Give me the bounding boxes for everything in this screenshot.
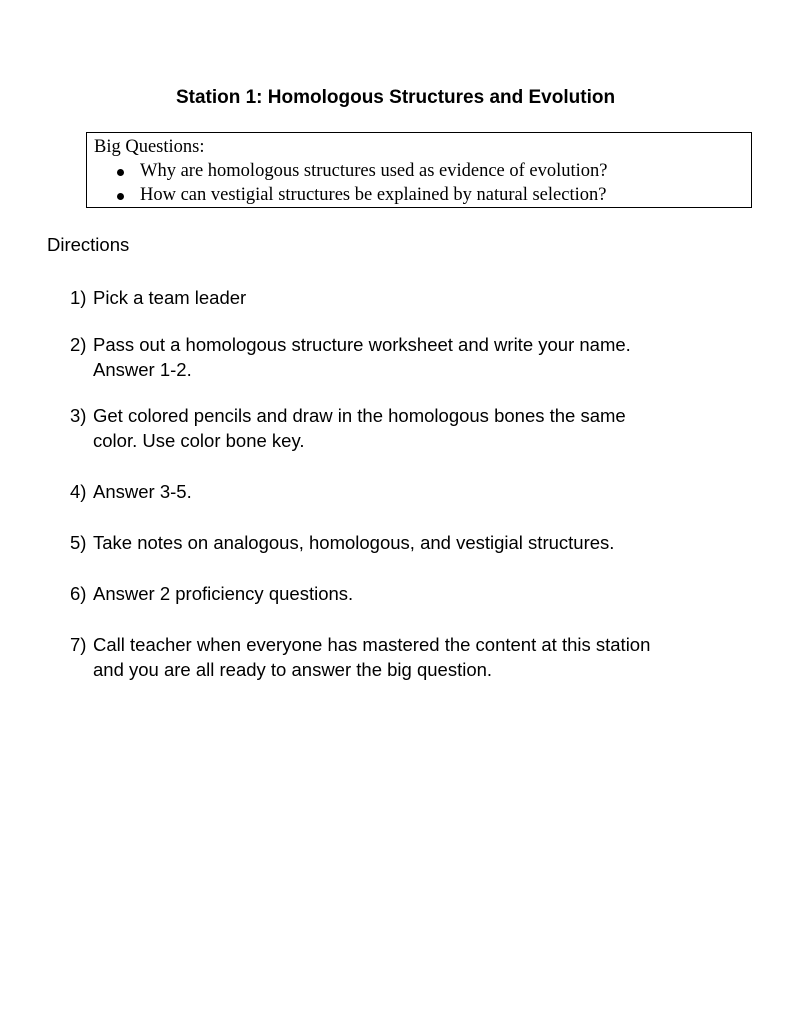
- step-number: 3): [70, 405, 87, 426]
- step-number: 5): [70, 532, 87, 553]
- big-questions-heading: Big Questions:: [94, 137, 205, 157]
- direction-step: [70, 333, 631, 382]
- step-text: Answer 3-5.: [93, 481, 192, 502]
- direction-step: [70, 531, 614, 556]
- step-text-continued: Answer 1-2.: [93, 358, 192, 380]
- direction-step: [70, 633, 650, 682]
- step-number: 4): [70, 481, 87, 502]
- big-question-text: How can vestigial structures be explained by natural selection?: [140, 185, 607, 205]
- step-text: Pick a team leader: [93, 287, 247, 308]
- step-number: 6): [70, 583, 87, 604]
- step-number: 1): [70, 287, 87, 308]
- direction-step: [70, 480, 192, 505]
- step-text-continued: color. Use color bone key.: [93, 429, 305, 451]
- step-text: Pass out a homologous structure worksheet and write your name.: [93, 334, 631, 355]
- direction-step: [70, 404, 626, 453]
- step-text: Call teacher when everyone has mastered the content at this station: [93, 634, 651, 655]
- step-text-continued: and you are all ready to answer the big question.: [93, 658, 493, 680]
- step-number: 7): [70, 634, 87, 655]
- big-question-text: Why are homologous structures used as evidence of evolution?: [140, 161, 608, 181]
- step-text: Get colored pencils and draw in the homologous bones the same: [93, 405, 626, 426]
- step-number: 2): [70, 334, 87, 355]
- directions-heading: Directions: [47, 234, 130, 255]
- direction-step: [70, 286, 246, 311]
- page-title: Station 1: Homologous Structures and Evolution: [175, 87, 616, 108]
- direction-step: [70, 582, 353, 607]
- step-text: Answer 2 proficiency questions.: [93, 583, 354, 604]
- step-text: Take notes on analogous, homologous, and vestigial structures.: [93, 532, 615, 553]
